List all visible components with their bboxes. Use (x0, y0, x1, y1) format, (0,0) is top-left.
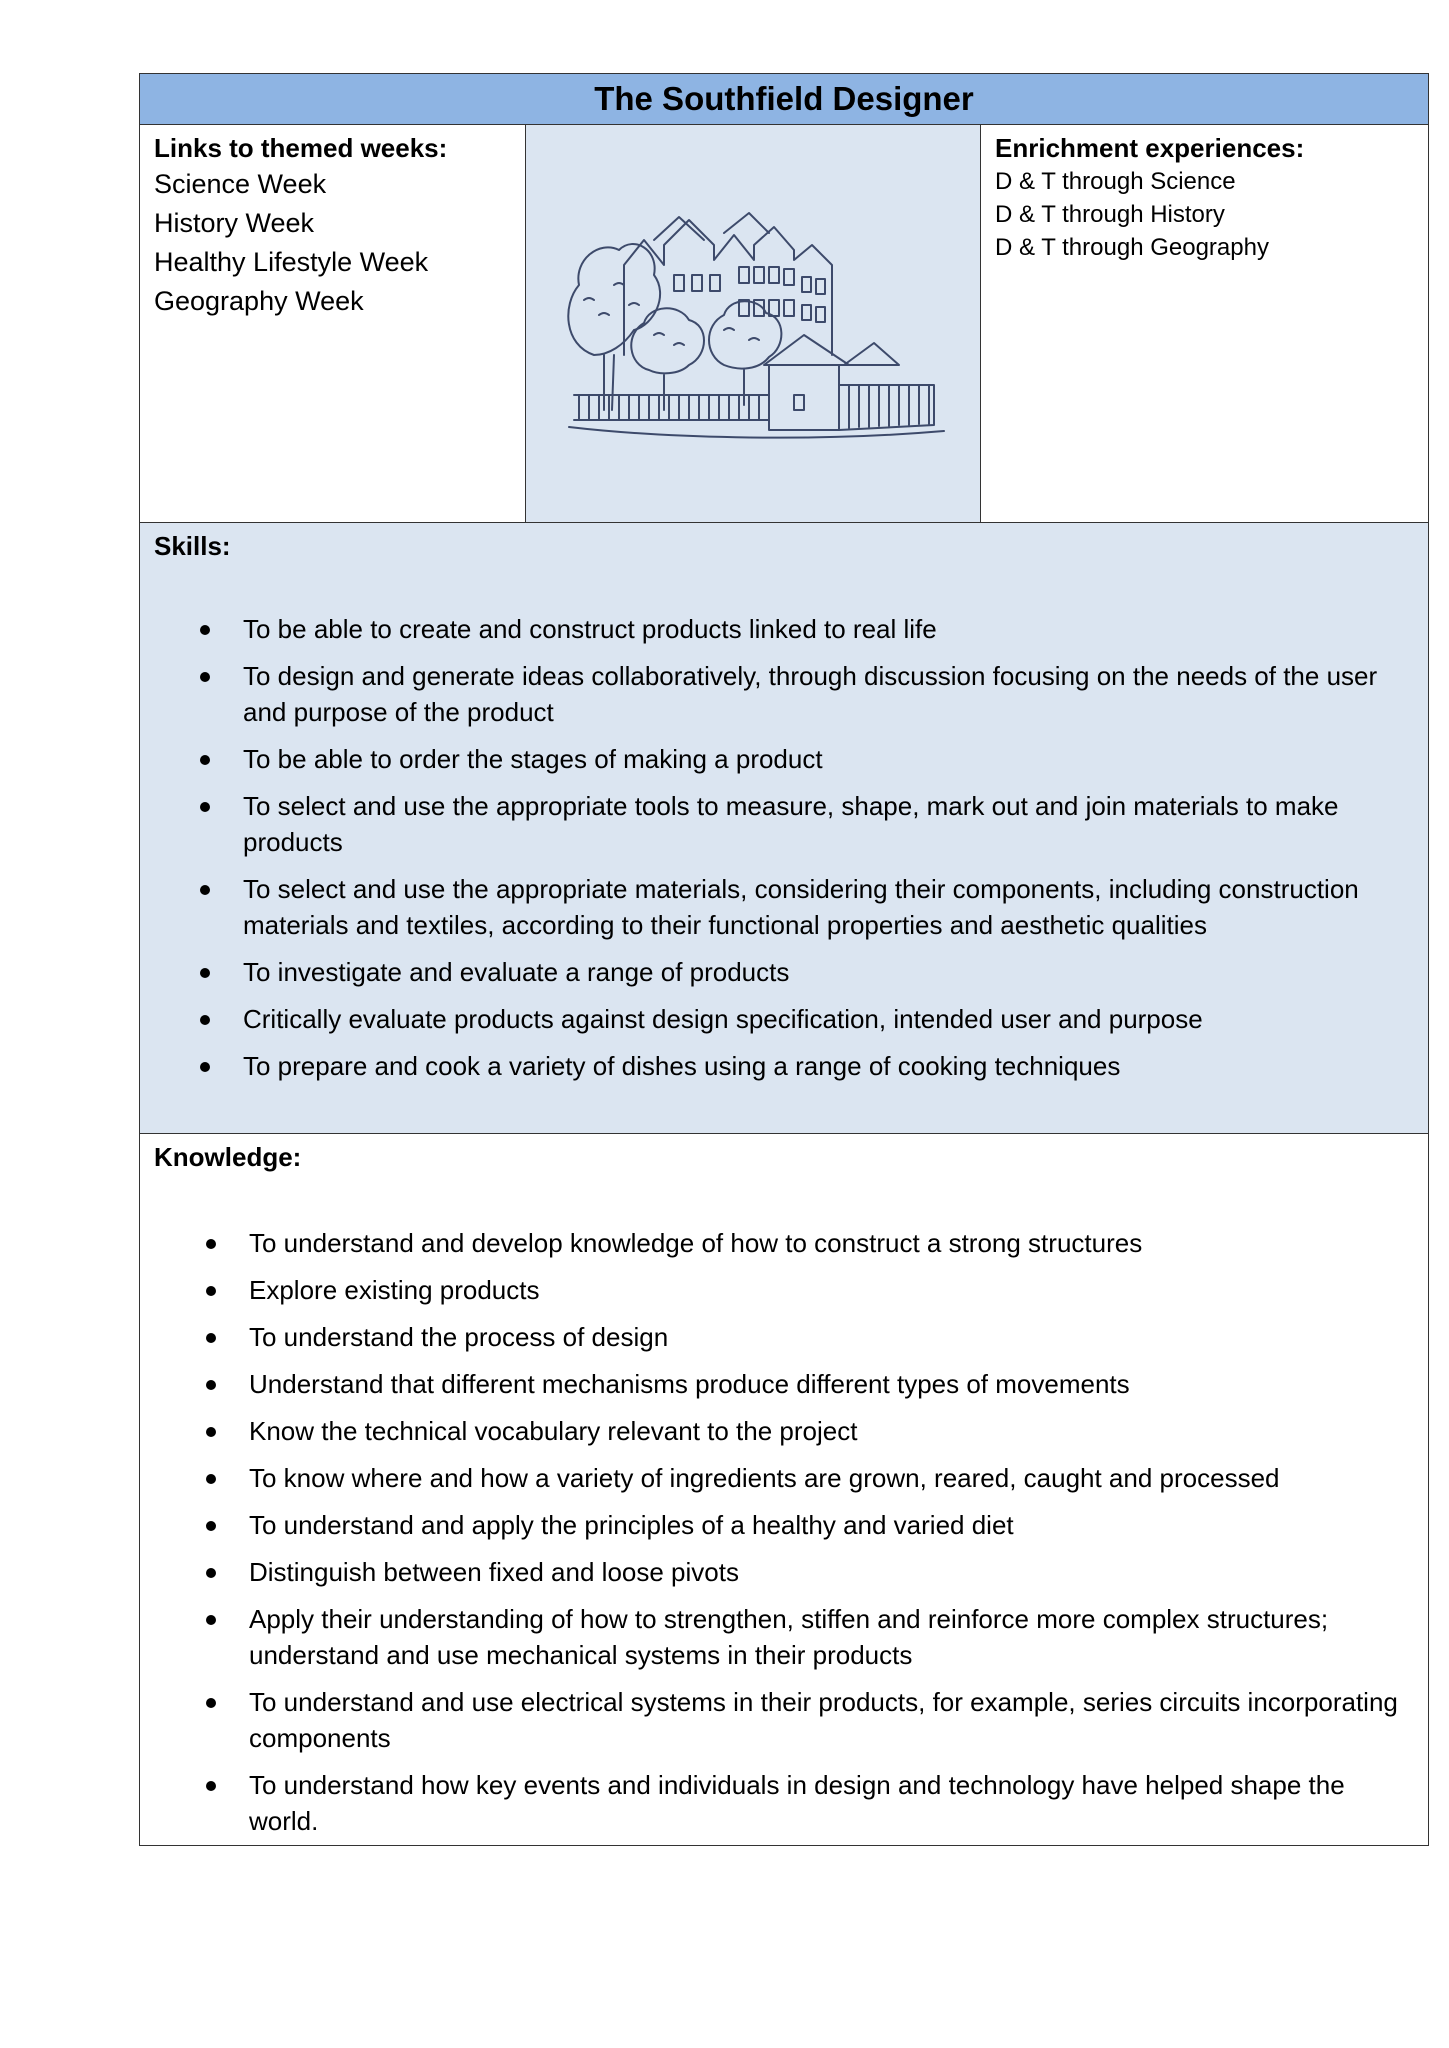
top-row (140, 125, 1428, 523)
school-illustration-cell (526, 125, 981, 522)
knowledge-text: To understand the process of design (249, 1322, 669, 1352)
skill-item (154, 1001, 1414, 1037)
skill-text: To be able to order the stages of making a product (243, 744, 823, 774)
knowledge-item (154, 1767, 1414, 1839)
knowledge-text: To know where and how a variety of ingredients are grown, reared, caught and processed (249, 1463, 1280, 1493)
bullet-icon (206, 1239, 216, 1249)
enrichment-item: D & T through Geography (995, 234, 1269, 261)
bullet-icon (200, 885, 210, 895)
themed-weeks-cell (140, 125, 526, 522)
designer-sheet (139, 73, 1429, 1846)
bullet-icon (206, 1615, 216, 1625)
knowledge-text: Know the technical vocabulary relevant to the project (249, 1416, 858, 1446)
knowledge-text: Understand that different mechanisms produce different types of movements (249, 1369, 1130, 1399)
bullet-icon (200, 802, 210, 812)
skill-item (154, 1048, 1414, 1084)
knowledge-item (154, 1319, 1414, 1355)
bullet-icon (206, 1521, 216, 1531)
knowledge-heading: Knowledge: (154, 1142, 302, 1172)
bullet-icon (206, 1698, 216, 1708)
skills-list (154, 611, 1414, 1084)
themed-week-item: Healthy Lifestyle Week (154, 247, 429, 277)
bullet-icon (200, 1062, 210, 1072)
themed-week-item: History Week (154, 208, 315, 238)
skill-item (154, 788, 1414, 860)
themed-week-item: Geography Week (154, 286, 364, 316)
enrichment-heading: Enrichment experiences: (995, 133, 1305, 163)
skill-text: To investigate and evaluate a range of products (243, 957, 790, 987)
bullet-icon (200, 755, 210, 765)
knowledge-item (154, 1413, 1414, 1449)
school-building-illustration (554, 205, 954, 445)
skill-text: To design and generate ideas collaboratively, through discussion focusing on the needs of the user and purpose of the product (243, 661, 1378, 727)
knowledge-text: Apply their understanding of how to strengthen, stiffen and reinforce more complex structures; understand and use mechanical systems in their products (249, 1604, 1329, 1670)
knowledge-text: Explore existing products (249, 1275, 540, 1305)
knowledge-item (154, 1366, 1414, 1402)
bullet-icon (200, 1015, 210, 1025)
knowledge-item (154, 1460, 1414, 1496)
bullet-icon (206, 1380, 216, 1390)
skill-item (154, 741, 1414, 777)
knowledge-text: To understand and use electrical systems in their products, for example, series circuits incorporating components (249, 1687, 1398, 1753)
bullet-icon (206, 1333, 216, 1343)
skill-item (154, 658, 1414, 730)
skill-item (154, 954, 1414, 990)
skills-section (140, 523, 1428, 1134)
skill-item (154, 871, 1414, 943)
enrichment-item: D & T through History (995, 201, 1225, 228)
bullet-icon (206, 1568, 216, 1578)
knowledge-text: To understand and apply the principles of a healthy and varied diet (249, 1510, 1014, 1540)
knowledge-item (154, 1601, 1414, 1673)
knowledge-item (154, 1272, 1414, 1308)
bullet-icon (206, 1427, 216, 1437)
knowledge-item (154, 1554, 1414, 1590)
skills-heading: Skills: (154, 531, 231, 561)
knowledge-text: To understand and develop knowledge of how to construct a strong structures (249, 1228, 1143, 1258)
knowledge-text: To understand how key events and individuals in design and technology have helped shape the world. (249, 1770, 1345, 1836)
knowledge-section (140, 1134, 1428, 1845)
bullet-icon (200, 625, 210, 635)
skill-text: Critically evaluate products against design specification, intended user and purpose (243, 1004, 1203, 1034)
bullet-icon (206, 1286, 216, 1296)
knowledge-list (154, 1225, 1414, 1839)
themed-weeks-heading: Links to themed weeks: (154, 133, 448, 163)
skill-item (154, 611, 1414, 647)
enrichment-cell (981, 125, 1428, 522)
knowledge-text: Distinguish between fixed and loose pivots (249, 1557, 739, 1587)
knowledge-item (154, 1225, 1414, 1261)
skill-text: To select and use the appropriate tools to measure, shape, mark out and join materials to make products (243, 791, 1339, 857)
bullet-icon (206, 1781, 216, 1791)
skill-text: To select and use the appropriate materials, considering their components, including construction materials and textiles, according to their functional properties and aesthetic qualities (243, 874, 1359, 940)
skill-text: To prepare and cook a variety of dishes using a range of cooking techniques (243, 1051, 1121, 1081)
enrichment-list (995, 165, 1414, 264)
enrichment-item: D & T through Science (995, 168, 1236, 195)
page-title: The Southfield Designer (140, 74, 1428, 125)
themed-week-item: Science Week (154, 169, 327, 199)
knowledge-item (154, 1684, 1414, 1756)
bullet-icon (206, 1474, 216, 1484)
bullet-icon (200, 672, 210, 682)
knowledge-item (154, 1507, 1414, 1543)
skill-text: To be able to create and construct products linked to real life (243, 614, 937, 644)
bullet-icon (200, 968, 210, 978)
themed-weeks-list (154, 165, 511, 321)
